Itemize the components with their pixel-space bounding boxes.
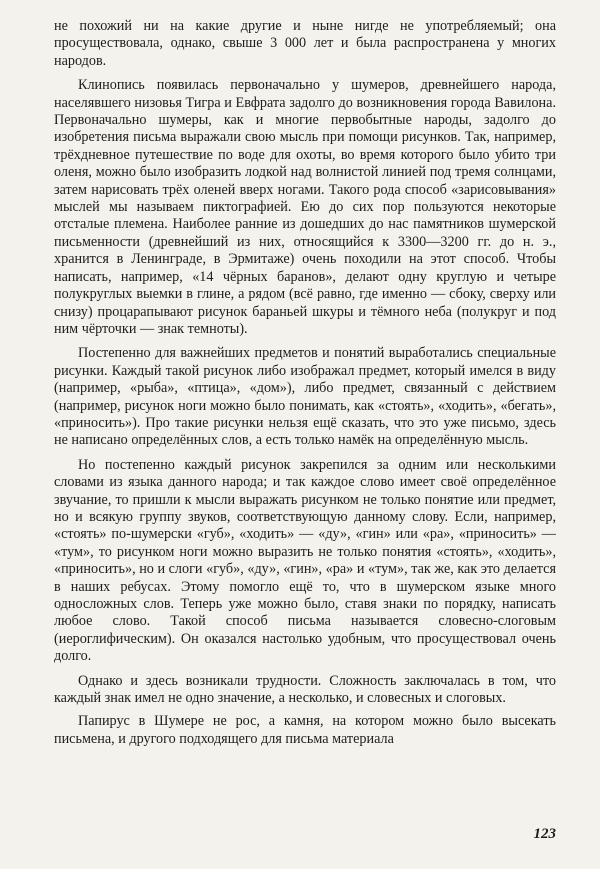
paragraph-special-drawings: Постепенно для важнейших предметов и понятий выработались специальные рисунки. Каждый такой рисунок либо изображал предмет, который имелся в виду (например, «рыба», «птица», «дом»), либо предмет, связанный с действием (например, рисунок ноги можно было понимать, как «стоять», «ходить», «бегать», «приносить»). Про такие рисунки нельзя ещё сказать, что это уже письмо, здесь не написано определённых слов, а есть только намёк на определённую мысль. [54,345,556,449]
paragraph-cuneiform-origin: Клинопись появилась первоначально у шумеров, древнейшего народа, населявшего низовья Тигра и Евфрата задолго до возникновения города Вавилона. Первоначально шумеры, как и многие первобытные народы, задолго до изобретения письма выражали свою мысль при помощи рисунков. Так, например, трёхдневное путешествие по воде для охоты, во время которого было убито три оленя, можно было изобразить лодкой над волнистой линией под тремя солнцами, затем нарисовать трёх оленей вверх ногами. Такого рода способ «зарисовывания» мыслей мы называем пиктографией. Ею до сих пор пользуются некоторые отсталые племена. Наиболее ранние из дошедших до нас памятников шумерской письменности (древнейший из них, относящийся к 3300—3200 гг. до н. э., хранится в Ленинграде, в Эрмитаже) очень походили на этот способ. Чтобы написать, например, «14 чёрных баранов», делают одну круглую и четыре полукруглых выемки в глине, а рядом (всё равно, где именно — сбоку, сверху или снизу) процарапывают рисунок бараньей шкуры и тёмного неба (полукруг и под ним чёрточки — знак темноты). [54,77,556,337]
paragraph-word-syllable-writing: Но постепенно каждый рисунок закрепился за одним или несколькими словами из языка данного народа; и так каждое слово имеет своё определённое звучание, то пришли к мысли выражать рисунком не только понятие или предмет, но и всякую группу звуков, соответствующую данному слову. Если, например, «стоять» по-шумерски «губ», «ходить» — «ду», «гин» или «ра», «приносить» — «тум», то рисунком ноги можно выразить не только понятия «стоять», «ходить», «приносить», но и слоги «губ», «ду», «гин», «ра» и «тум», так же, как это делается в наших ребусах. Этому помогло ещё то, что в шумерском языке много односложных слов. Теперь уже можно было, ставя знаки по порядку, написать любое слово. Такой способ письма называется словесно-слоговым (иероглифическим). Он оказался настолько удобным, что просуществовал очень долго. [54,456,556,665]
page-text [54,18,556,748]
paragraph-difficulties: Однако и здесь возникали трудности. Сложность заключалась в том, что каждый знак имел не одно значение, а несколько, и словесных и слоговых. [54,672,556,707]
page-number: 123 [533,826,556,842]
paragraph-papyrus: Папирус в Шумере не рос, а камня, на котором можно было высекать письмена, и другого подходящего для письма материала [54,713,556,747]
paragraph-continuation: не похожий ни на какие другие и ныне нигде не употребляемый; она просуществовала, однако, свыше 3 000 лет и была распространена у многих народов. [54,18,556,69]
